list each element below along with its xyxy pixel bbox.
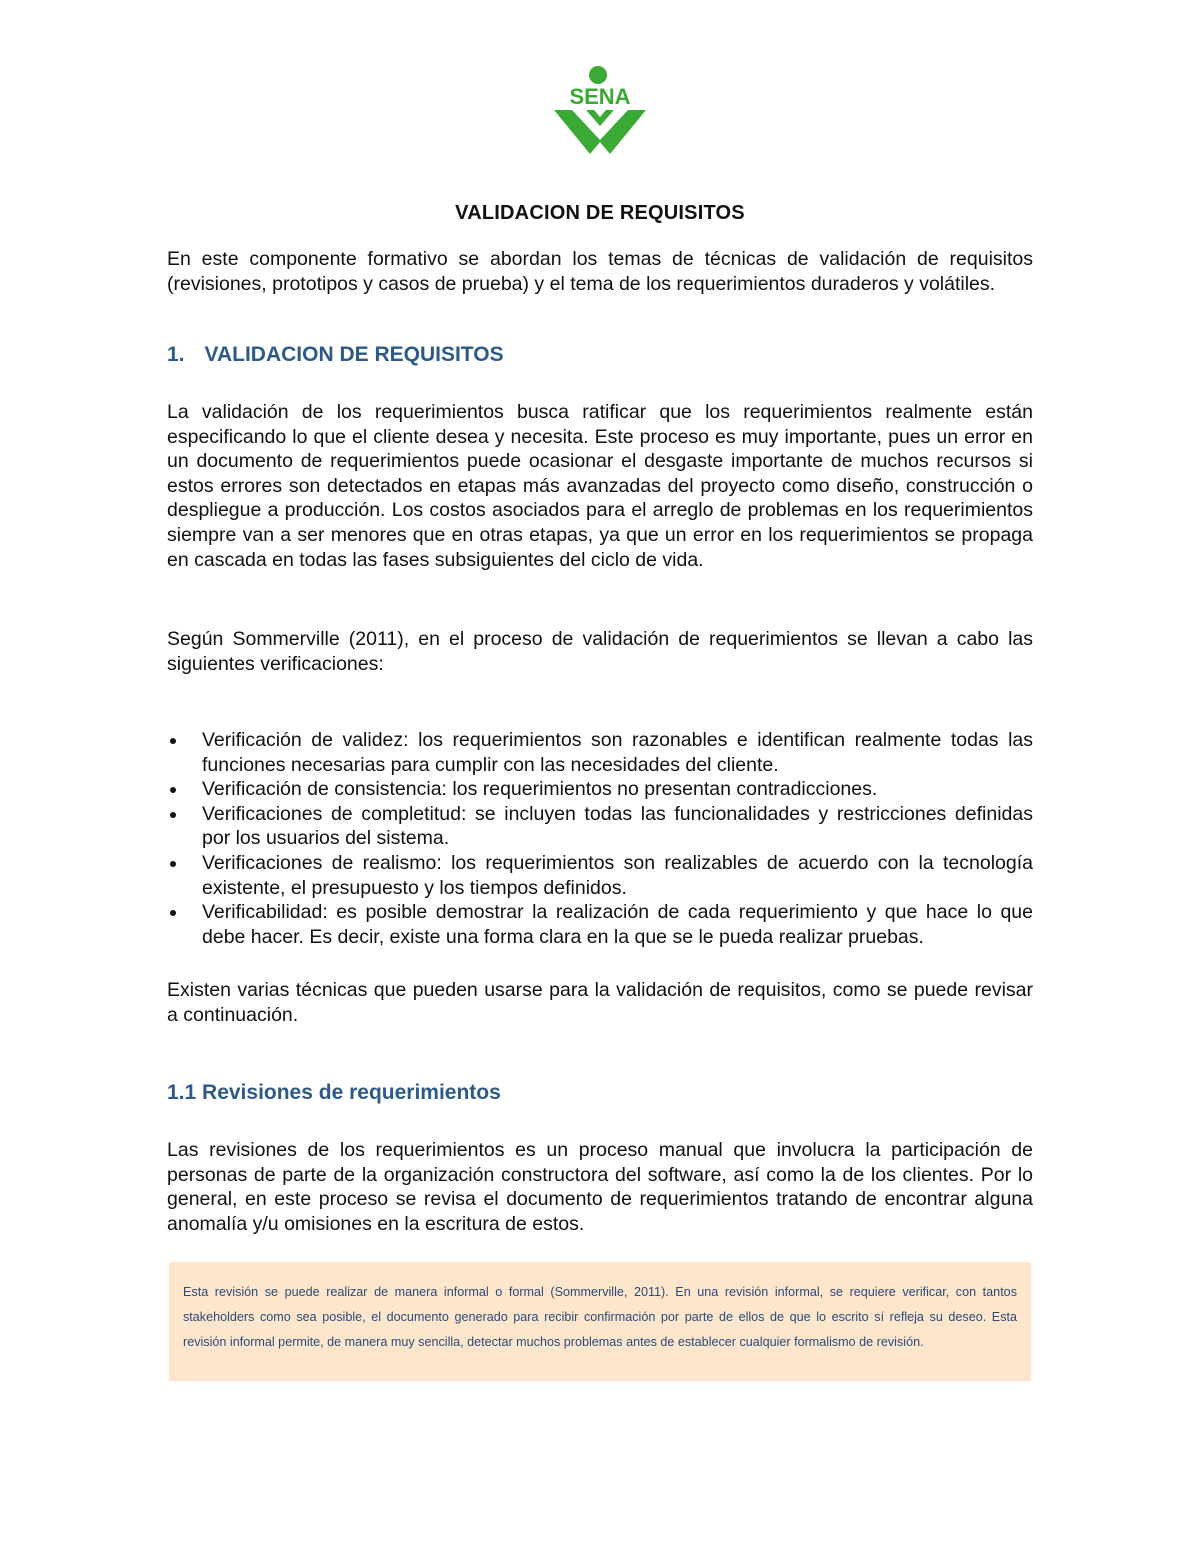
callout-box: [169, 1262, 1031, 1381]
bullet-icon: [170, 861, 176, 867]
logo-text: SENA: [569, 84, 631, 109]
bullet-icon: [170, 787, 176, 793]
sena-logo-icon: [548, 62, 652, 160]
callout-text: Esta revisión se puede realizar de manera informal o formal (Sommerville, 2011). En una revisión informal, se requiere verificar, con tantos stakeholders como sea posible, el documento generado para recibir confirmación por parte de ellos de que lo escrito sí refleja su deseo. Esta revisión informal permite, de manera muy sencilla, detectar muchos problemas antes de establecer cualquier formalismo de revisión.: [183, 1285, 1017, 1349]
verification-list: [167, 728, 1033, 949]
list-item: Verificabilidad: es posible demostrar la realización de cada requerimiento y que hace lo que debe hacer. Es decir, existe una forma clara en la que se le pueda realizar pruebas.: [167, 900, 1033, 949]
section-1-paragraph-3: Existen varias técnicas que pueden usarse para la validación de requisitos, como se puede revisar a continuación.: [167, 979, 1033, 1026]
bullet-icon: [170, 910, 176, 916]
list-item: Verificaciones de realismo: los requerimientos son realizables de acuerdo con la tecnología existente, el presupuesto y los tiempos definidos.: [167, 851, 1033, 900]
list-item: Verificación de consistencia: los requerimientos no presentan contradicciones.: [167, 777, 1033, 802]
section-1-title: VALIDACION DE REQUISITOS: [204, 343, 504, 366]
section-1-number: 1.: [167, 343, 185, 366]
list-item: Verificaciones de completitud: se incluyen todas las funcionalidades y restricciones definidas por los usuarios del sistema.: [167, 802, 1033, 851]
intro-paragraph: En este componente formativo se abordan los temas de técnicas de validación de requisitos (revisiones, prototipos y casos de prueba) y el tema de los requerimientos duraderos y volátiles.: [167, 248, 1033, 295]
section-1-heading: [167, 343, 504, 367]
section-1-1-heading: 1.1 Revisiones de requerimientos: [167, 1081, 501, 1104]
page-title: VALIDACION DE REQUISITOS: [455, 202, 745, 224]
bullet-icon: [170, 738, 176, 744]
section-1-1-paragraph: Las revisiones de los requerimientos es un proceso manual que involucra la participación de personas de parte de la organización constructora del software, así como la de los clientes. Por lo general, en este proceso se revisa el documento de requerimientos tratando de encontrar alguna anomalía y/u omisiones en la escritura de estos.: [167, 1139, 1033, 1235]
section-1-paragraph-1: La validación de los requerimientos busca ratificar que los requerimientos realmente están especificando lo que el cliente desea y necesita. Este proceso es muy importante, pues un error en un documento de requerimientos puede ocasionar el desgaste importante de muchos recursos si estos errores son detectados en etapas más avanzadas del proyecto como diseño, construcción o despliegue a producción. Los costos asociados para el arreglo de problemas en los requerimientos siempre van a ser menores que en otras etapas, ya que un error en los requerimientos se propaga en cascada en todas las fases subsiguientes del ciclo de vida.: [167, 401, 1033, 571]
bullet-icon: [170, 812, 176, 818]
section-1-paragraph-2: Según Sommerville (2011), en el proceso de validación de requerimientos se llevan a cabo las siguientes verificaciones:: [167, 628, 1033, 675]
list-item: Verificación de validez: los requerimientos son razonables e identifican realmente todas las funciones necesarias para cumplir con las necesidades del cliente.: [167, 728, 1033, 777]
